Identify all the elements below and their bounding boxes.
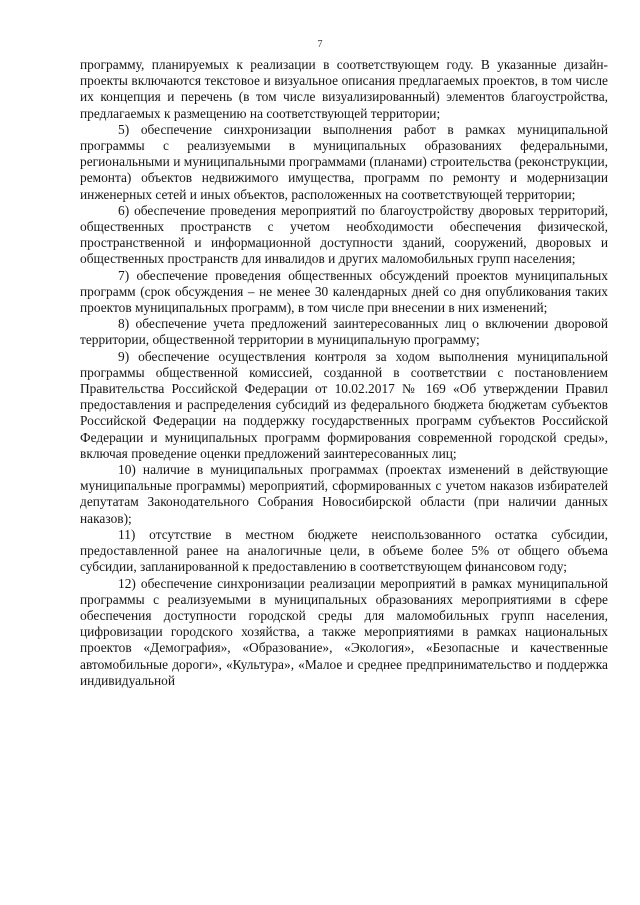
paragraph-item-12: 12) обеспечение синхронизации реализации мероприятий в рамках муниципальной программы с реализуемыми в муниципальных образованиях мероприятиями в сфере обеспечения доступности городской среды для маломобильных групп населения, цифровизации городского хозяйства, а также мероприятиями в рамках национальных проектов «Демография», «Образование», «Экология», «Безопасные и качественные автомобильные дороги», «Культура», «Малое и среднее предпринимательство и поддержка индивидуальной: [80, 575, 608, 688]
paragraph-item-6: 6) обеспечение проведения мероприятий по благоустройству дворовых территорий, общественных пространств с учетом необходимости обеспечения физической, пространственной и информационной доступности зданий, сооружений, дворовых и общественных пространств для инвалидов и других маломобильных групп населения;: [80, 202, 608, 267]
paragraph-item-7: 7) обеспечение проведения общественных обсуждений проектов муниципальных программ (срок обсуждения – не менее 30 календарных дней со дня опубликования таких проектов муниципальных программ), в том числе при внесении в них изменений;: [80, 267, 608, 316]
page-number: 7: [317, 39, 323, 50]
paragraph-item-5: 5) обеспечение синхронизации выполнения работ в рамках муниципальной программы с реализуемыми в муниципальных образованиях федеральными, региональными и муниципальными программами (планами) строительства (реконструкции, ремонта) объектов недвижимого имущества, программ по ремонту и модернизации инженерных сетей и иных объектов, расположенных на соответствующей территории;: [80, 121, 608, 202]
paragraph-item-9: 9) обеспечение осуществления контроля за ходом выполнения муниципальной программы общественной комиссией, созданной в соответствии с постановлением Правительства Российской Федерации от 10.02.2017 № 169 «Об утверждении Правил предоставления и распределения субсидий из федерального бюджета бюджетам субъектов Российской Федерации на поддержку государственных программ субъектов Российской Федерации и муниципальных программ формирования современной городской среды», включая проведение оценки предложений заинтересованных лиц;: [80, 348, 608, 461]
body-text: [80, 57, 608, 689]
paragraph-item-11: 11) отсутствие в местном бюджете неиспользованного остатка субсидии, предоставленной ранее на аналогичные цели, в объеме более 5% от общего объема субсидии, запланированной к предоставлению в соответствующем финансовом году;: [80, 526, 608, 575]
paragraph-item-10: 10) наличие в муниципальных программах (проектах изменений в действующие муниципальные программы) мероприятий, сформированных с учетом наказов избирателей депутатам Законодательного Собрания Новосибирской области (при наличии данных наказов);: [80, 462, 608, 526]
paragraph-continuation: программу, планируемых к реализации в соответствующем году. В указанные дизайн-проекты включаются текстовое и визуальное описания предлагаемых проектов, в том числе их концепция и перечень (в том числе визуализированный) элементов благоустройства, предлагаемых к размещению на соответствующей территории;: [80, 57, 608, 121]
paragraph-item-8: 8) обеспечение учета предложений заинтересованных лиц о включении дворовой территории, общественной территории в муниципальную программу;: [80, 316, 608, 348]
